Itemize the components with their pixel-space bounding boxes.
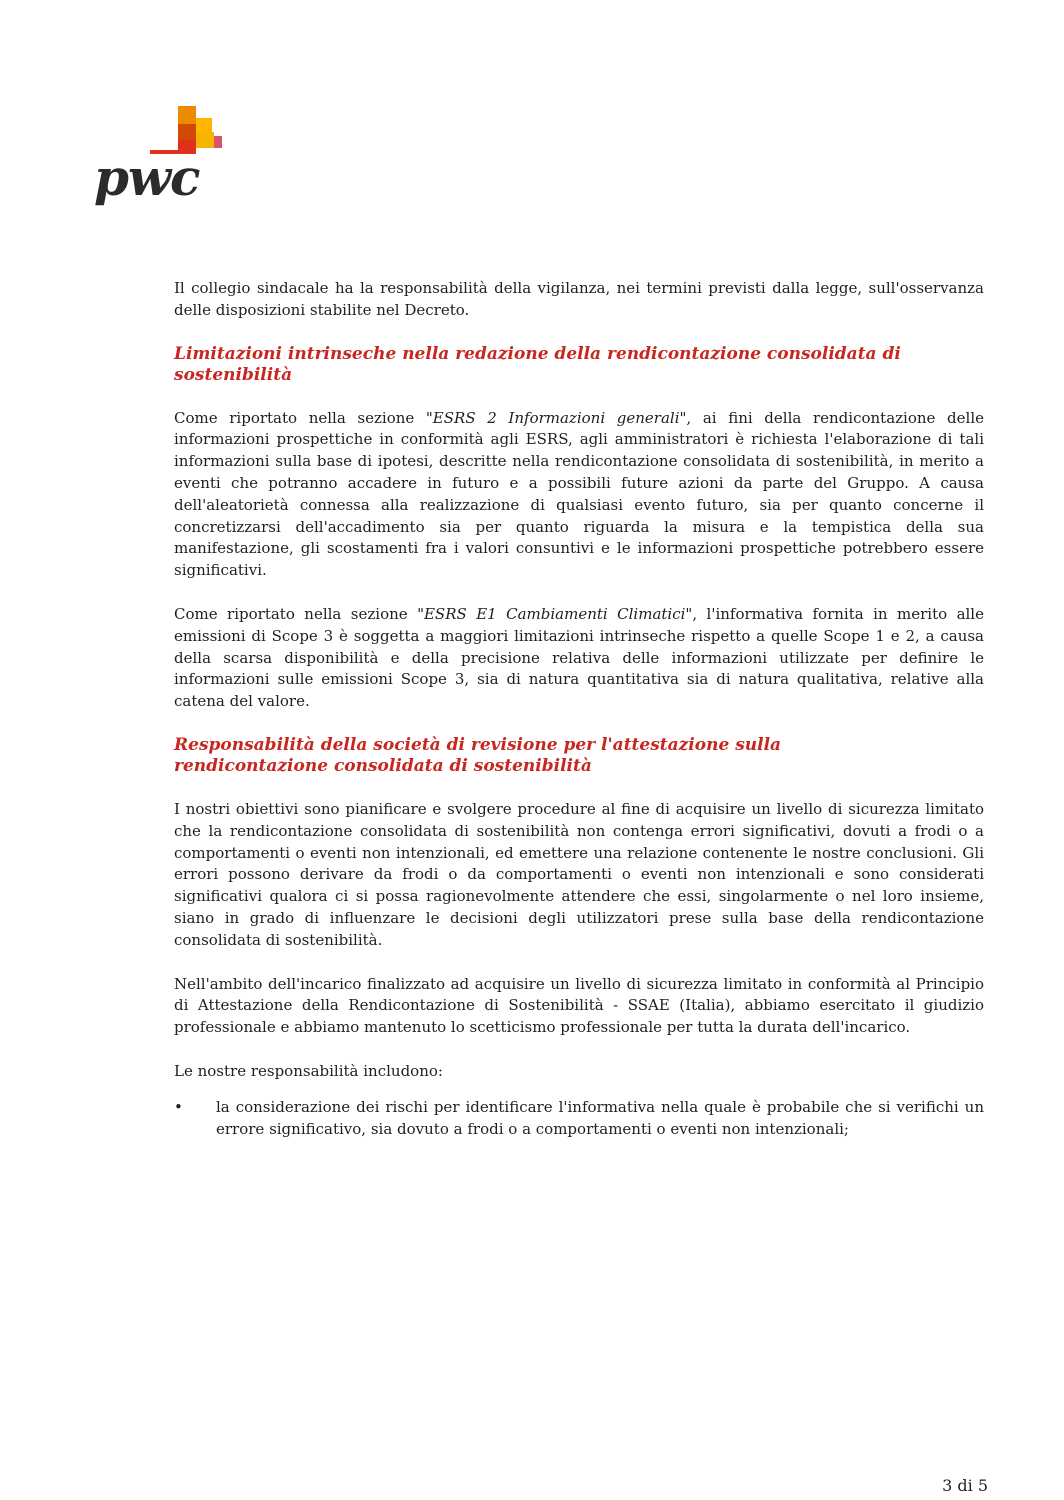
section-reference: "ESRS 2 Informazioni generali"	[425, 408, 687, 427]
heading-limitazioni: Limitazioni intrinseche nella redazione della rendicontazione consolidata di sostenibilità	[174, 343, 901, 385]
section-reference: "ESRS E1 Cambiamenti Climatici"	[417, 604, 693, 623]
text: Come riportato nella sezione	[174, 408, 426, 427]
list-item	[174, 1097, 984, 1141]
paragraph-collegio: Il collegio sindacale ha la responsabilità della vigilanza, nei termini previsti dalla legge, sull'osservanza delle disposizioni stabilite nel Decreto.	[174, 279, 984, 319]
bullet-icon: •	[174, 1097, 183, 1116]
paragraph-limitazioni-2	[174, 604, 984, 713]
pwc-logo	[0, 0, 260, 215]
text: Come riportato nella sezione	[174, 604, 418, 623]
logo-block-top-right	[196, 118, 212, 132]
logo-block-right	[196, 132, 214, 148]
logo-block-pink	[214, 136, 222, 148]
logo-block-top	[178, 106, 196, 124]
document-body	[174, 278, 984, 1140]
list-item-text: la considerazione dei rischi per identificare l'informativa nella quale è probabile che si verifichi un errore significativo, sia dovuto a frodi o a comportamenti o eventi non intenzionali;	[216, 1097, 984, 1138]
text: , l'informativa fornita in merito alle emissioni di Scope 3 è soggetta a maggiori limitazioni intrinseche rispetto a quelle Scope 1 e 2, a causa della scarsa disponibilità e della precisione relativa delle informazioni utilizzate per definire le informazioni sulle emissioni Scope 3, sia di natura quantitativa sia di natura qualitativa, relative alla catena del valore.	[174, 604, 984, 711]
paragraph-responsabilita-intro: Le nostre responsabilità includono:	[174, 1061, 443, 1080]
heading-responsabilita: Responsabilità della società di revisione per l'attestazione sulla rendicontazione consolidata di sostenibilità	[174, 734, 782, 776]
paragraph-responsabilita-1: I nostri obiettivi sono pianificare e svolgere procedure al fine di acquisire un livello di sicurezza limitato che la rendicontazione consolidata di sostenibilità non contenga errori significativi, dovuti a frodi o a comportamenti o eventi non intenzionali, ed emettere una relazione contenente le nostre conclusioni. Gli errori possono derivare da frodi o da comportamenti o eventi non intenzionali e sono considerati significativi qualora ci si possa ragionevolmente attendere che essi, singolarmente o nel loro insieme, siano in grado di influenzare le decisioni degli utilizzatori prese sulla base della rendicontazione consolidata di sostenibilità.	[174, 799, 984, 949]
responsibilities-list	[174, 1097, 984, 1141]
logo-block-middle	[178, 124, 196, 140]
paragraph-responsabilita-2: Nell'ambito dell'incarico finalizzato ad acquisire un livello di sicurezza limitato in conformità al Principio di Attestazione della Rendicontazione di Sostenibilità - SSAE (Italia), abbiamo esercitato il giudizio professionale e abbiamo mantenuto lo scetticismo professionale per tutta la durata dell'incarico.	[174, 974, 984, 1037]
paragraph-limitazioni-1	[174, 408, 984, 582]
logo-wordmark: pwc	[94, 148, 200, 207]
text: , ai fini della rendicontazione delle informazioni prospettiche in conformità agli ESRS, agli amministratori è richiesta l'elaborazione di tali informazioni sulla base di ipotesi, descritte nella rendicontazione consolidata di sostenibilità, in merito a eventi che potranno accadere in futuro e a possibili future azioni da parte del Gruppo. A causa dell'aleatorietà connessa alla realizzazione di qualsiasi evento futuro, sia per quanto concerne il concretizzarsi dell'accadimento sia per quanto riguarda la misura e la tempistica della sua manifestazione, gli scostamenti fra i valori consuntivi e le informazioni prospettiche potrebbero essere significativi.	[174, 408, 984, 580]
page-number: 3 di 5	[942, 1476, 988, 1495]
